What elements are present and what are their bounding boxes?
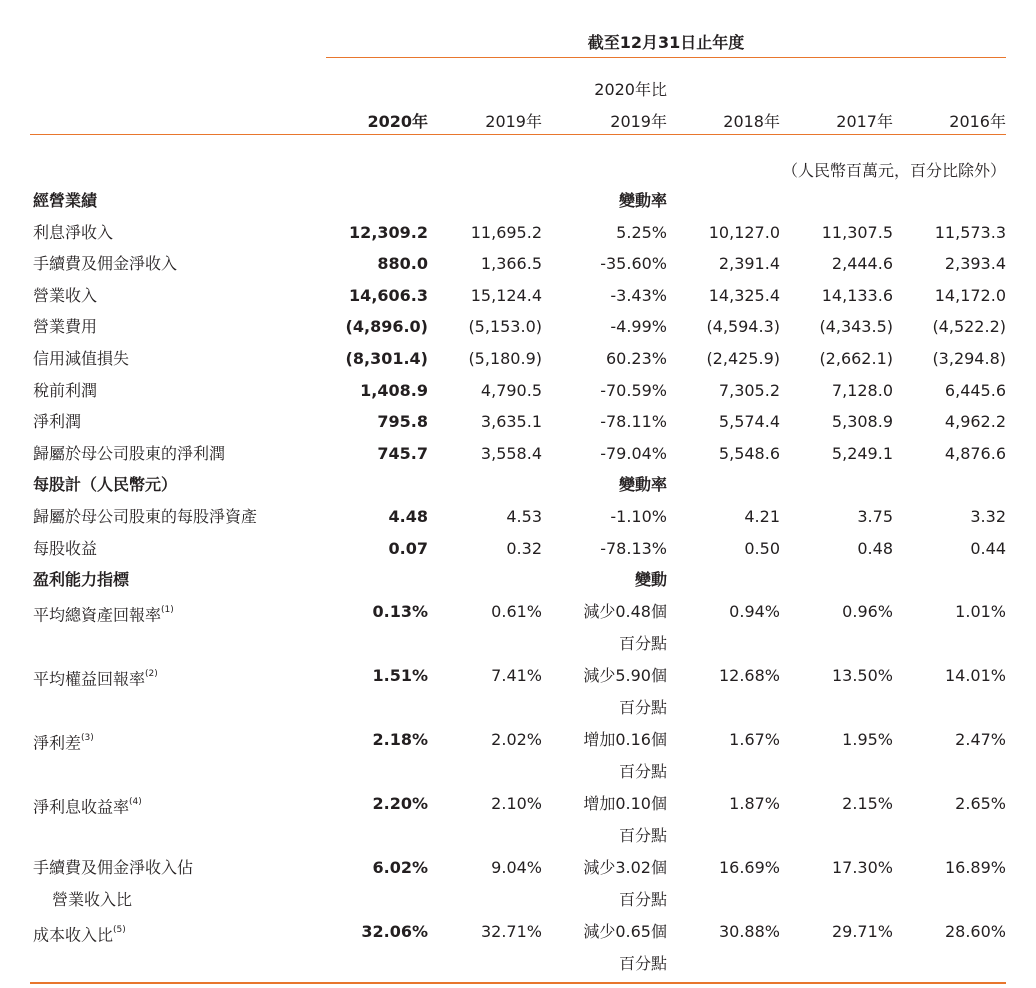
value-2016: (3,294.8) — [932, 349, 1006, 368]
value-2020: 745.7 — [377, 443, 428, 463]
value-2016: 3.32 — [970, 507, 1006, 526]
year-header-2018: 2018年 — [723, 112, 780, 131]
row-label-text: 淨利差 — [33, 733, 82, 753]
table-row — [0, 538, 1036, 569]
value-change-continuation: 百分點 — [618, 633, 667, 653]
table-row — [0, 380, 1036, 411]
row-label-text: 成本收入比 — [33, 925, 114, 945]
value-2019: 0.32 — [506, 538, 542, 558]
value-2016: 0.44 — [970, 538, 1006, 558]
value-2018: 0.94% — [729, 601, 780, 621]
section-title: 經營業績 — [33, 191, 98, 210]
table-row — [0, 601, 1036, 653]
value-2018: (2,425.9) — [706, 349, 780, 368]
value-2018: 5,574.4 — [718, 412, 780, 432]
value-2017: 13.50% — [831, 665, 893, 685]
value-2016: 14,172.0 — [934, 285, 1006, 305]
year-header-2019: 2019年 — [485, 112, 542, 131]
footnote-marker: (1) — [161, 604, 174, 615]
row-label — [33, 348, 129, 370]
value-2018: (4,594.3) — [706, 317, 780, 337]
row-label — [33, 601, 174, 626]
row-label-text: 稅前利潤 — [33, 380, 98, 400]
row-label — [33, 921, 126, 946]
value-change: 60.23% — [605, 349, 667, 368]
value-2016: 2.47% — [955, 730, 1006, 749]
value-2016: 16.89% — [944, 858, 1006, 878]
footnote-marker: (4) — [129, 797, 142, 808]
value-2018: 1.67% — [729, 730, 780, 749]
value-2020: 12,309.2 — [349, 222, 428, 242]
value-change: -1.10% — [610, 507, 667, 526]
value-2019: 4,790.5 — [480, 380, 542, 400]
value-2017: 5,249.1 — [831, 443, 893, 463]
table-row — [0, 285, 1036, 316]
value-change-continuation: 百分點 — [618, 826, 667, 846]
value-2019: 1,366.5 — [480, 254, 542, 274]
row-label-text: 淨利潤 — [33, 412, 82, 432]
value-2017: 1.95% — [842, 730, 893, 749]
value-2019: (5,153.0) — [468, 317, 542, 337]
value-change: -78.13% — [600, 538, 667, 558]
value-2019: 0.61% — [491, 601, 542, 621]
value-change: -79.04% — [600, 443, 667, 463]
footnote-marker: (3) — [81, 733, 94, 743]
value-2020: 14,606.3 — [349, 285, 428, 305]
section-change-label: 變動率 — [618, 191, 667, 210]
change-header-line2: 2019年 — [610, 112, 667, 131]
value-change: -35.60% — [600, 254, 667, 274]
year-header-2016: 2016年 — [949, 112, 1006, 131]
row-label — [33, 285, 97, 307]
value-2018: 1.87% — [729, 794, 780, 814]
value-2020: 0.07 — [388, 538, 428, 558]
row-label — [33, 857, 193, 879]
value-change: 減少0.65個 — [583, 922, 667, 942]
value-2016: 4,876.6 — [944, 443, 1006, 463]
row-label — [33, 538, 97, 560]
value-2017: 7,128.0 — [831, 380, 893, 400]
row-label-text: 營業費用 — [33, 317, 98, 337]
row-label — [33, 222, 113, 244]
value-2018: 4.21 — [744, 507, 780, 526]
value-2018: 12.68% — [718, 665, 780, 685]
table-row — [0, 316, 1036, 347]
header-rule — [30, 134, 1006, 135]
row-label-text: 手續費及佣金淨收入佔 — [33, 858, 194, 878]
value-change: 減少5.90個 — [583, 665, 667, 685]
value-2017: 29.71% — [831, 922, 893, 942]
row-label-text: 手續費及佣金淨收入 — [33, 254, 178, 274]
value-2017: 0.48 — [857, 538, 893, 558]
value-2020: 32.06% — [361, 922, 428, 942]
value-change: -3.43% — [610, 285, 667, 305]
value-2017: 17.30% — [831, 858, 893, 878]
value-2017: 2,444.6 — [831, 254, 893, 274]
section-title: 盈利能力指標 — [33, 570, 130, 590]
section-change-label: 變動 — [634, 570, 667, 590]
period-underline — [326, 57, 1006, 58]
table-row — [0, 793, 1036, 846]
value-2017: (2,662.1) — [819, 349, 893, 368]
value-2020: 2.18% — [372, 730, 428, 749]
value-change: -78.11% — [600, 412, 667, 432]
row-label — [33, 443, 225, 465]
section-header-row — [0, 190, 1036, 221]
table-row — [0, 443, 1036, 474]
row-label-text: 平均權益回報率 — [33, 669, 146, 689]
row-label — [33, 665, 158, 690]
row-label-text: 利息淨收入 — [33, 222, 114, 242]
row-label — [33, 506, 257, 528]
row-label — [33, 253, 177, 275]
value-change-continuation: 百分點 — [618, 762, 667, 781]
value-2016: 2,393.4 — [944, 254, 1006, 274]
table-row — [0, 411, 1036, 442]
value-2016: 1.01% — [955, 601, 1006, 621]
value-2016: (4,522.2) — [932, 317, 1006, 337]
value-2017: 0.96% — [842, 601, 893, 621]
unit-note: （人民幣百萬元，百分比除外） — [781, 161, 1006, 180]
value-2017: 2.15% — [842, 794, 893, 814]
section-change-label: 變動率 — [618, 475, 667, 495]
value-2018: 5,548.6 — [718, 443, 780, 463]
value-change: 增加0.10個 — [583, 794, 667, 814]
change-header-line1: 2020年比 — [594, 80, 667, 99]
row-label-text: 淨利息收益率 — [33, 797, 130, 817]
value-2019: 9.04% — [491, 858, 542, 878]
value-change-continuation: 百分點 — [618, 890, 667, 910]
value-2019: 3,558.4 — [480, 443, 542, 463]
value-change: 減少0.48個 — [583, 601, 667, 621]
value-2017: 11,307.5 — [821, 222, 893, 242]
value-2018: 7,305.2 — [718, 380, 780, 400]
row-label-text: 歸屬於母公司股東的淨利潤 — [33, 443, 226, 463]
value-2016: 4,962.2 — [944, 412, 1006, 432]
value-2019: 15,124.4 — [470, 285, 542, 305]
value-2019: (5,180.9) — [468, 349, 542, 368]
value-2020: 6.02% — [372, 858, 428, 878]
year-header-2017: 2017年 — [836, 112, 893, 131]
value-2019: 32.71% — [480, 922, 542, 942]
value-change: 增加0.16個 — [583, 730, 667, 749]
value-2018: 10,127.0 — [708, 222, 780, 242]
table-row — [0, 665, 1036, 717]
value-change: -4.99% — [610, 317, 667, 337]
value-2019: 11,695.2 — [470, 222, 542, 242]
row-label-text: 平均總資產回報率 — [33, 605, 162, 625]
value-2018: 16.69% — [718, 858, 780, 878]
section-header-row — [0, 569, 1036, 600]
value-2017: (4,343.5) — [819, 317, 893, 337]
footnote-marker: (5) — [113, 925, 126, 936]
value-2018: 2,391.4 — [718, 254, 780, 274]
value-2020: 2.20% — [372, 794, 428, 814]
value-2017: 3.75 — [857, 507, 893, 526]
value-2016: 14.01% — [944, 665, 1006, 685]
value-2018: 0.50 — [744, 538, 780, 558]
table-row — [0, 506, 1036, 537]
table-row — [0, 253, 1036, 284]
value-2017: 14,133.6 — [821, 285, 893, 305]
table-row — [0, 921, 1036, 974]
value-2018: 14,325.4 — [708, 285, 780, 305]
value-2020: (8,301.4) — [345, 349, 428, 368]
value-2020: 0.13% — [372, 601, 428, 621]
section-title: 每股計（人民幣元） — [33, 475, 178, 495]
value-2019: 3,635.1 — [480, 412, 542, 432]
value-2020: 1,408.9 — [360, 380, 428, 400]
value-change-continuation: 百分點 — [618, 697, 667, 717]
row-label — [33, 380, 97, 402]
value-change: 5.25% — [616, 222, 667, 242]
table-bottom-rule — [30, 982, 1006, 984]
row-label-text: 營業收入 — [33, 285, 98, 305]
value-2016: 28.60% — [944, 922, 1006, 942]
value-2019: 7.41% — [491, 665, 542, 685]
value-2020: (4,896.0) — [345, 317, 428, 337]
value-change: -70.59% — [600, 380, 667, 400]
value-change-continuation: 百分點 — [618, 954, 667, 974]
period-title: 截至12月31日止年度 — [587, 33, 745, 52]
value-2020: 880.0 — [377, 254, 428, 274]
value-2019: 2.02% — [491, 730, 542, 749]
value-2017: 5,308.9 — [831, 412, 893, 432]
value-2020: 4.48 — [388, 507, 428, 526]
table-row — [0, 729, 1036, 781]
footnote-marker: (2) — [145, 668, 158, 679]
value-2016: 2.65% — [955, 794, 1006, 814]
section-header-row — [0, 474, 1036, 505]
year-header-2020: 2020年 — [367, 112, 428, 131]
value-2020: 795.8 — [377, 412, 428, 432]
value-2018: 30.88% — [718, 922, 780, 942]
row-label — [33, 729, 94, 754]
table-row — [0, 222, 1036, 253]
row-label — [33, 316, 97, 338]
value-change: 減少3.02個 — [583, 858, 667, 878]
table-row — [0, 348, 1036, 379]
value-2020: 1.51% — [372, 665, 428, 685]
row-label-text: 歸屬於母公司股東的每股淨資產 — [33, 507, 258, 526]
row-label-text: 信用減值損失 — [33, 349, 130, 368]
row-label — [33, 411, 81, 433]
row-label-continuation: 營業收入比 — [52, 890, 133, 910]
row-label-text: 每股收益 — [33, 538, 98, 558]
value-2019: 2.10% — [491, 794, 542, 814]
value-2016: 11,573.3 — [934, 222, 1006, 242]
row-label — [33, 793, 142, 818]
value-2019: 4.53 — [506, 507, 542, 526]
value-2016: 6,445.6 — [944, 380, 1006, 400]
table-row — [0, 857, 1036, 910]
